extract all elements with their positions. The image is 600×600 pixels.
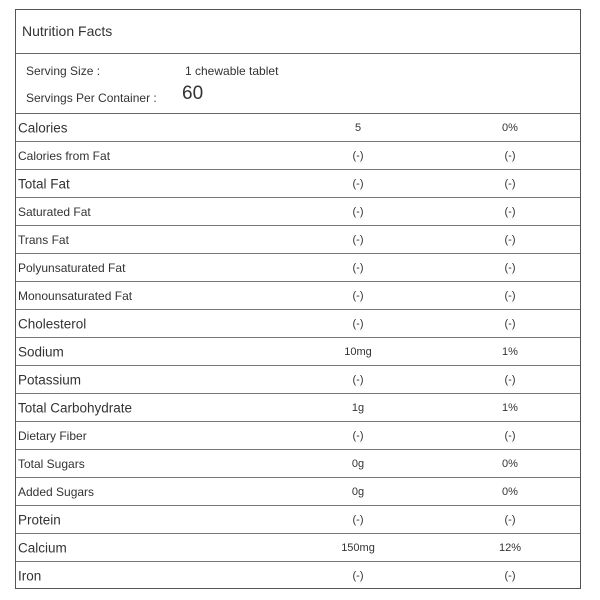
serving-size-value: 1 chewable tablet: [185, 64, 279, 78]
table-row: Protein (-) (-): [16, 506, 580, 534]
table-row: Polyunsaturated Fat (-) (-): [16, 254, 580, 282]
nutrient-name: Potassium: [18, 372, 82, 387]
nutrient-table: [16, 114, 580, 590]
nutrient-name: Iron: [18, 568, 42, 584]
title-bar: [16, 10, 580, 54]
table-row: Saturated Fat (-) (-): [16, 198, 580, 226]
table-row: Total Carbohydrate 1g 1%: [16, 394, 580, 422]
nutrient-name: Total Carbohydrate: [18, 400, 133, 415]
table-row: Cholesterol (-) (-): [16, 310, 580, 338]
table-row: Total Sugars 0g 0%: [16, 450, 580, 478]
nutrient-name: Total Fat: [18, 176, 70, 191]
servings-per-container-value: 60: [182, 83, 204, 104]
serving-size-label: Serving Size :: [26, 64, 101, 78]
table-row: Potassium (-) (-): [16, 366, 580, 394]
nutrient-name: Added Sugars: [18, 484, 95, 499]
nutrient-name: Polyunsaturated Fat: [18, 260, 126, 275]
table-row: Monounsaturated Fat (-) (-): [16, 282, 580, 310]
servings-per-container-label: Servings Per Container :: [26, 91, 157, 105]
table-row: Added Sugars 0g 0%: [16, 478, 580, 506]
nutrient-name: Total Sugars: [18, 456, 85, 471]
serving-info: [16, 54, 580, 114]
table-row: Sodium 10mg 1%: [16, 338, 580, 366]
nutrient-name: Calories: [18, 120, 68, 135]
table-row: Calories 5 0%: [16, 114, 580, 142]
nutrient-name: Sodium: [18, 344, 64, 359]
nutrition-facts-panel: [15, 9, 581, 589]
nutrient-name: Trans Fat: [18, 232, 69, 247]
table-row: Total Fat (-) (-): [16, 170, 580, 198]
nutrient-name: Protein: [18, 512, 61, 527]
nutrient-name: Dietary Fiber: [18, 428, 87, 443]
nutrient-name: Cholesterol: [18, 316, 87, 331]
nutrient-name: Monounsaturated Fat: [18, 288, 133, 303]
nutrient-name: Calories from Fat: [18, 148, 111, 163]
table-row: Iron (-) (-): [18, 568, 516, 584]
table-row: Calories from Fat (-) (-): [16, 142, 580, 170]
panel-title: Nutrition Facts: [22, 23, 113, 39]
table-row: Trans Fat (-) (-): [16, 226, 580, 254]
table-row: Calcium 150mg 12%: [16, 534, 580, 562]
table-row: Dietary Fiber (-) (-): [16, 422, 580, 450]
nutrient-name: Saturated Fat: [18, 204, 91, 219]
nutrient-name: Calcium: [18, 540, 67, 555]
